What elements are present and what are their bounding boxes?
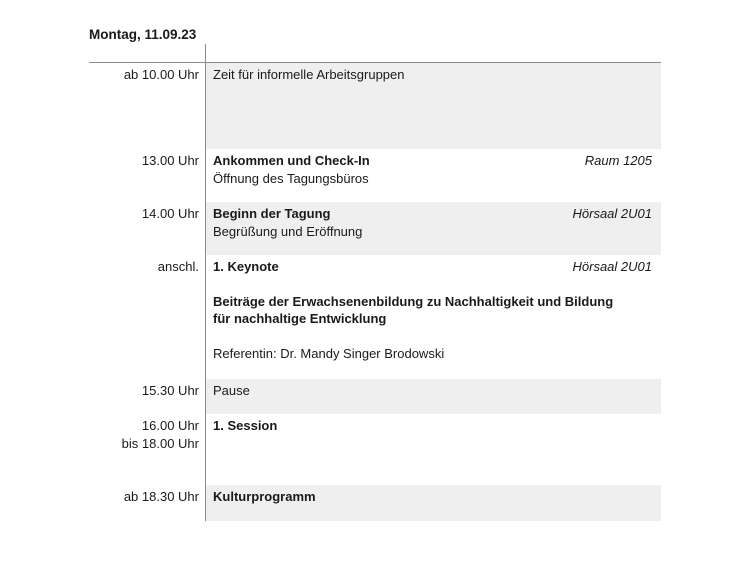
row-room: Hörsaal 2U01 <box>572 259 652 274</box>
keynote-speaker: Referentin: Dr. Mandy Singer Brodowski <box>213 345 445 361</box>
schedule-row <box>89 149 661 202</box>
row-content <box>206 202 661 255</box>
schedule-row <box>89 379 661 414</box>
schedule-row <box>89 63 661 149</box>
row-time: 14.00 Uhr <box>141 206 199 221</box>
row-room: Raum 1205 <box>584 153 652 168</box>
row-title: Beginn der Tagung <box>213 206 331 221</box>
row-content <box>206 414 661 485</box>
schedule-row <box>89 255 661 379</box>
column-divider <box>205 44 206 521</box>
schedule-row <box>89 414 661 485</box>
row-title: 1. Keynote <box>213 259 279 274</box>
keynote-talk-title: Beiträge der Erwachsenenbildung zu Nachhaltigkeit und Bildung für nachhaltige Entwicklung <box>213 293 614 326</box>
row-time: 13.00 Uhr <box>141 153 199 168</box>
row-content <box>206 149 661 202</box>
row-title: Zeit für informelle Arbeitsgruppen <box>213 67 405 82</box>
schedule-row <box>89 485 661 521</box>
row-time: 15.30 Uhr <box>141 383 199 398</box>
row-content <box>206 255 661 379</box>
row-title: Pause <box>213 383 250 398</box>
schedule-row <box>89 202 661 255</box>
row-title: Kulturprogramm <box>213 489 316 504</box>
row-title: Ankommen und Check-In <box>213 153 370 168</box>
row-time-start: 16.00 Uhr <box>141 418 199 433</box>
row-time-end: bis 18.00 Uhr <box>121 435 199 451</box>
row-time: anschl. <box>157 259 199 274</box>
row-time <box>89 414 199 452</box>
row-room: Hörsaal 2U01 <box>572 206 652 221</box>
day-title: Montag, 11.09.23 <box>89 27 197 42</box>
row-title: 1. Session <box>213 418 278 433</box>
row-time: ab 18.30 Uhr <box>123 489 199 504</box>
row-content <box>206 379 661 414</box>
row-subtitle: Öffnung des Tagungsbüros <box>213 170 369 186</box>
row-content <box>206 485 661 521</box>
row-time: ab 10.00 Uhr <box>123 67 199 82</box>
row-subtitle: Begrüßung und Eröffnung <box>213 223 363 239</box>
row-content <box>206 63 661 149</box>
